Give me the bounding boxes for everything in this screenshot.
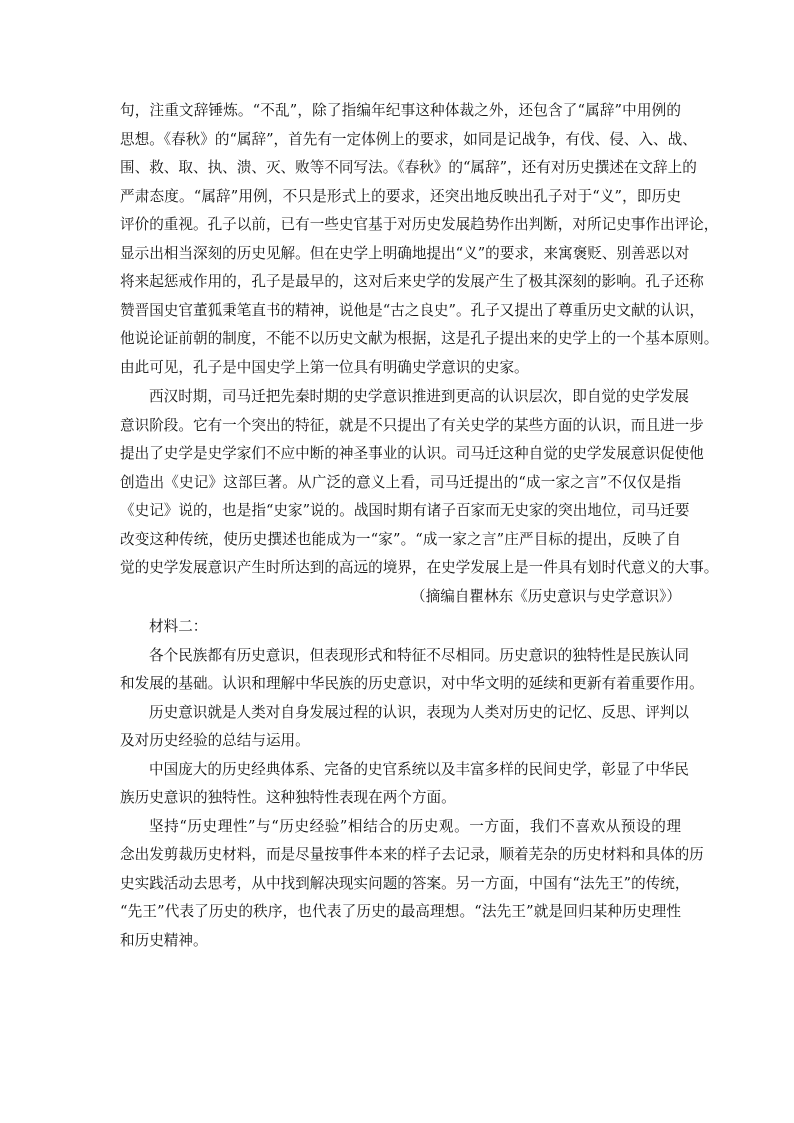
text-line: 和历史精神。 [120,931,208,949]
text-line: 历史意识就是人类对自身发展过程的认识，表现为人类对历史的记忆、反思、评判以 [149,703,689,721]
paragraph-confucius [120,97,719,382]
text-line: 族历史意识的独特性。这种独特性表现在两个方面。 [120,789,456,806]
text-line: 将来起惩戒作用的，孔子是最早的，这对后来史学的发展产生了极其深刻的影响。孔子还称 [120,273,704,290]
text-line: 提出了史学是史学家们不应中断的神圣事业的认识。司马迁这种自觉的史学发展意识促使他 [120,445,704,462]
text-line: 围、救、取、执、溃、灭、败等不同写法。《春秋》的“属辞”，还有对历史撰述在文辞上的 [120,159,697,176]
text-line: 中国庞大的历史经典体系、完备的史官系统以及丰富多样的民间史学，彰显了中华民 [149,760,689,778]
text-line: 念出发剪裁历史材料，而是尽量按事件本来的样子去记录，顺着芜杂的历史材料和具体的历 [120,846,704,863]
text-line: 及对历史经验的总结与运用。 [120,732,310,749]
material-two-section [120,613,704,955]
text-line: 《史记》说的，也是指“史家”说的。战国时期有诸子百家而无史家的突出地位，司马迁要 [120,502,690,519]
text-line: 改变这种传统，使历史撰述也能成为一“家”。“成一家之言”庄严目标的提出，反映了自 [120,530,681,548]
text-line: 和发展的基础。认识和理解中华民族的历史意识，对中华文明的延续和更新有着重要作用。 [120,675,704,692]
section-heading: 材料二： [149,618,208,635]
text-line: 思想。《春秋》的“属辞”，首先有一定体例上的要求，如同是记战争，有伐、侵、入、战、 [120,130,697,148]
text-line: 史实践活动去思考，从中找到解决现实问题的答案。另一方面，中国有“法先王”的传统， [120,874,690,892]
text-line: 觉的史学发展意识产生时所达到的高远的境界，在史学发展上是一件具有划时代意义的大事。 [120,559,719,576]
text-line: 由此可见，孔子是中国史学上第一位具有明确史学意识的史家。 [120,358,529,376]
text-line: 句，注重文辞锤炼。“不乱”，除了指编年纪事这种体裁之外，还包含了“属辞”中用例的 [120,102,681,119]
text-line: 严肃态度。“属辞”用例，不只是形式上的要求，还突出地反映出孔子对于“义”，即历史 [120,187,681,205]
text-line: 西汉时期，司马迁把先秦时期的史学意识推进到更高的认识层次，即自觉的史学发展 [149,388,689,405]
text-line: 评价的重视。孔子以前，已有一些史官基于对历史发展趋势作出判断，对所记史事作出评论， [120,216,719,233]
text-line: “先王”代表了历史的秩序，也代表了历史的最高理想。“法先王”就是回归某种历史理性 [120,903,681,920]
text-line: 意识阶段。它有一个突出的特征，就是不只提出了有关史学的某些方面的认识，而且进一步 [120,416,704,434]
text-line: 各个民族都有历史意识，但表现形式和特征不尽相同。历史意识的独特性是民族认同 [149,646,689,664]
text-line: 坚持“历史理性”与“历史经验”相结合的历史观。一方面，我们不喜欢从预设的理 [149,817,681,835]
paragraph-sima-qian [120,383,719,611]
text-line: 显示出相当深刻的历史见解。但在史学上明确地提出“义”的要求，来寓褒贬、别善恶以对 [120,244,690,262]
text-line: 赞晋国史官董狐秉笔直书的精神，说他是“古之良史”。孔子又提出了尊重历史文献的认识， [120,301,705,319]
text-line: 他说论证前朝的制度，不能不以历史文献为根据，这是孔子提出来的史学上的一个基本原则。 [120,330,719,347]
text-line: 创造出《史记》这部巨著。从广泛的意义上看，司马迁提出的“成一家之言”不仅仅是指 [120,473,681,491]
source-citation: （摘编自瞿林东《历史意识与史学意识》） [411,587,681,605]
